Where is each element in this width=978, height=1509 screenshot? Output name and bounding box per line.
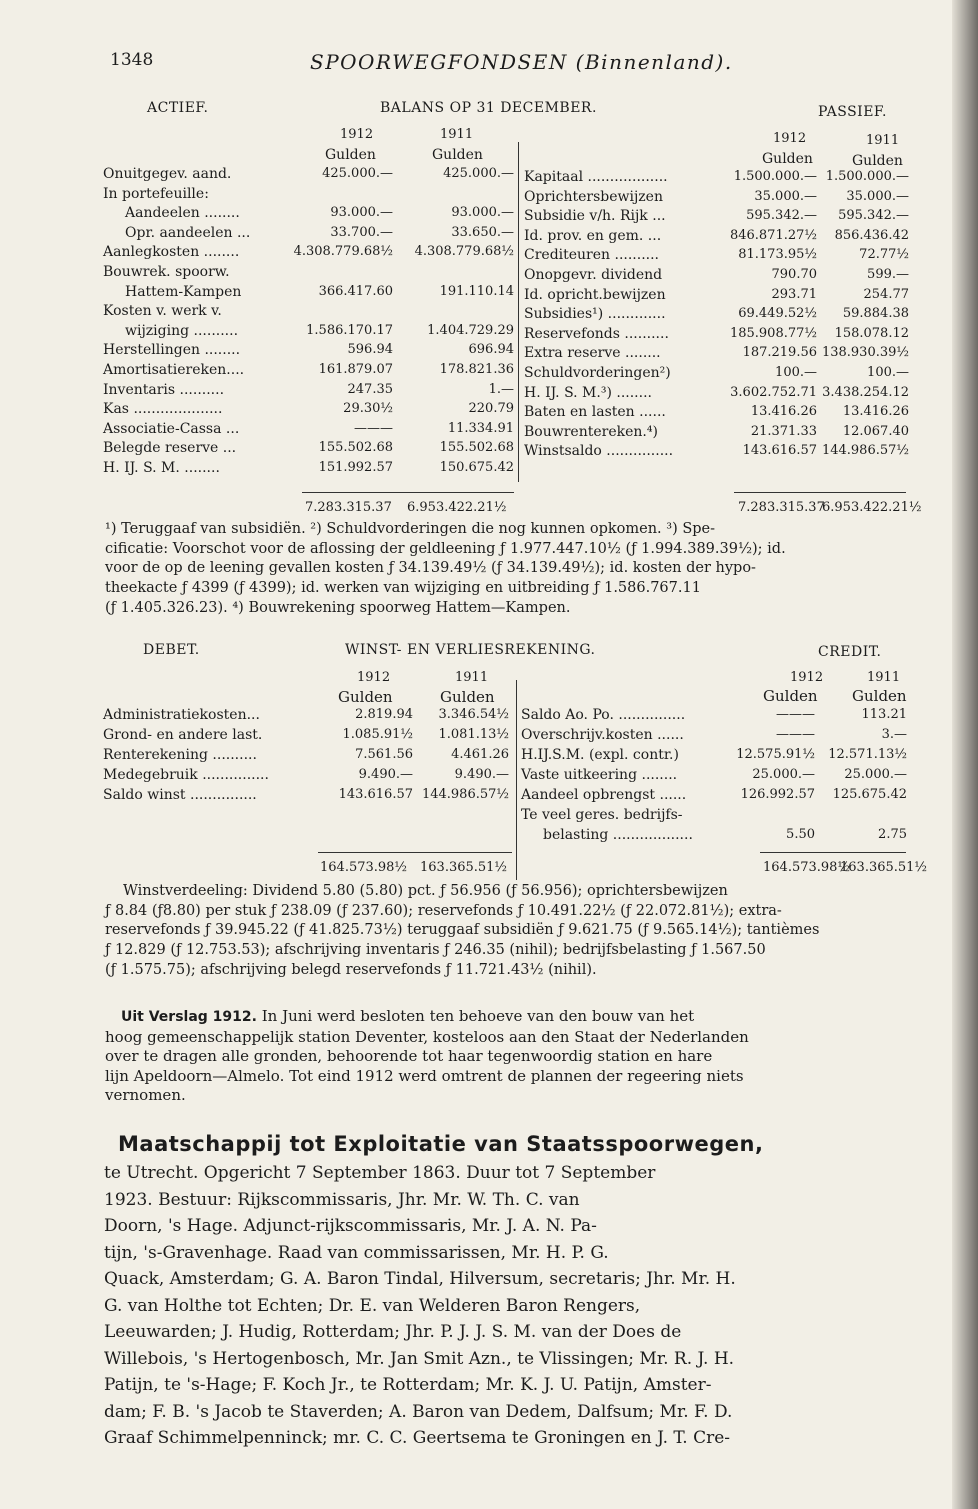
company-line: tijn, 's-Gravenhage. Raad van commissarissen, Mr. H. P. G. — [104, 1242, 609, 1263]
value-1911: 100.— — [867, 364, 909, 380]
row-label: Onopgevr. dividend — [524, 266, 663, 283]
table-row — [103, 706, 513, 726]
company-line: Doorn, 's Hage. Adjunct-rijkscommissaris, Mr. J. A. N. Pa- — [104, 1216, 597, 1236]
value-1912: ——— — [776, 727, 815, 742]
table-row — [103, 185, 518, 205]
winstverdeeling — [105, 882, 905, 981]
row-label: Aanlegkosten ........ — [103, 244, 240, 261]
row-label: Schuldvorderingen²) — [524, 364, 671, 381]
footnote-line: cificatie: Voorschot voor de aflossing der geldleening ƒ 1.977.447.10½ (ƒ 1.994.389.39½); id. — [105, 540, 786, 557]
value-1912: 2.819.94 — [355, 707, 413, 722]
value-1911: 113.21 — [861, 707, 907, 722]
company-line: Willebois, 's Hertogenbosch, Mr. Jan Smit Azn., te Vlissingen; Mr. R. J. H. — [104, 1348, 735, 1369]
company-description — [104, 1160, 904, 1452]
value-1911: 425.000.— — [443, 166, 514, 181]
value-1912: 143.616.57 — [338, 787, 413, 802]
winst-left-year-1912: 1912 — [357, 670, 391, 685]
value-1911: 178.821.36 — [439, 361, 514, 377]
value-1912: 9.490.— — [358, 767, 413, 782]
value-1911: 599.— — [867, 266, 909, 282]
row-label: H. IJ. S. M. ........ — [103, 459, 220, 476]
value-1911: 13.416.26 — [842, 404, 909, 420]
value-1912: 790.70 — [771, 266, 817, 282]
value-1912: 12.575.91½ — [736, 747, 815, 762]
row-label: Grond- en andere last. — [103, 727, 263, 743]
table-row — [103, 224, 518, 244]
footnote-line: voor de op de leening gevallen kosten ƒ 34.139.49½ (ƒ 34.139.49½); id. kosten der hypo- — [105, 560, 756, 577]
passief-total-1912: 7.283.315.37 — [738, 500, 825, 515]
value-1911: 93.000.— — [451, 205, 514, 221]
value-1911: 72.77½ — [859, 247, 909, 263]
company-line: Patijn, te 's-Hage; F. Koch Jr., te Rotterdam; Mr. K. J. U. Patijn, Amster- — [104, 1375, 712, 1395]
winst-right-year-1912: 1912 — [790, 670, 824, 685]
winstverdeeling-line: ƒ 8.84 (ƒ8.80) per stuk ƒ 238.09 (ƒ 237.60); reservefonds ƒ 10.491.22½ (ƒ 22.072.81½); extra- — [105, 902, 782, 919]
value-1911: 4.308.779.68½ — [414, 244, 514, 260]
value-1911: 3.346.54½ — [438, 707, 509, 722]
table-row — [103, 459, 518, 479]
value-1912: 187.219.56 — [742, 345, 817, 361]
value-1911: 1.— — [488, 381, 514, 397]
balans-divider — [518, 142, 519, 482]
value-1912: 1.586.170.17 — [306, 322, 393, 338]
table-row — [524, 305, 909, 325]
winst-right-year-1911: 1911 — [867, 670, 901, 685]
company-line: 1923. Bestuur: Rijkscommissaris, Jhr. Mr. W. Th. C. van — [104, 1189, 580, 1210]
row-label: Baten en lasten ...... — [524, 404, 666, 421]
value-1911: 125.675.42 — [832, 787, 907, 802]
table-row — [524, 286, 909, 306]
value-1912: 25.000.— — [752, 767, 815, 782]
table-row — [103, 341, 518, 361]
row-label: Bouwrek. spoorw. — [103, 263, 230, 280]
table-row — [103, 746, 513, 766]
value-1912: 81.173.95½ — [738, 247, 817, 263]
row-label: Reservefonds .......... — [524, 325, 669, 342]
value-1912: 425.000.— — [322, 166, 393, 181]
winst-right-unit-1912: Gulden — [763, 687, 818, 705]
row-label: Vaste uitkeering ........ — [521, 767, 678, 783]
value-1911: 11.334.91 — [447, 420, 514, 436]
value-1912: 4.308.779.68½ — [293, 244, 393, 260]
table-row — [521, 766, 907, 786]
value-1912: 1.500.000.— — [733, 169, 817, 184]
value-1911: 33.650.— — [451, 224, 514, 240]
actief-table — [103, 165, 518, 479]
table-row — [524, 227, 909, 247]
value-1911: 144.986.57½ — [821, 443, 909, 459]
value-1912: 69.449.52½ — [738, 306, 817, 322]
page-number: 1348 — [110, 50, 154, 70]
company-line: te Utrecht. Opgericht 7 September 1863. Duur tot 7 September — [104, 1163, 656, 1183]
winst-left-unit-1912: Gulden — [338, 688, 393, 706]
table-row — [524, 188, 909, 208]
value-1912: 35.000.— — [754, 188, 817, 204]
row-label: Kas .................... — [103, 401, 223, 418]
verslag-text: In Juni werd besloten ten behoeve van den bouw van het — [256, 1007, 695, 1025]
credit-total-1911: 163.365.51½ — [840, 860, 928, 875]
table-row — [103, 263, 518, 283]
value-1911: 3.438.254.12 — [822, 384, 909, 400]
table-row — [524, 325, 909, 345]
verslag-line-1 — [105, 1007, 905, 1028]
row-label: Amortisatiereken.... — [103, 361, 245, 378]
table-row — [103, 439, 518, 459]
row-label: Overschrijv.kosten ...... — [521, 727, 684, 743]
company-line: Leeuwarden; J. Hudig, Rotterdam; Jhr. P. J. J. S. M. van der Does de — [104, 1322, 682, 1342]
winst-left-unit-1911: Gulden — [440, 688, 495, 706]
debet-heading: DEBET. — [143, 642, 200, 658]
passief-table — [524, 168, 909, 462]
value-1912: ——— — [354, 420, 393, 436]
table-row — [524, 168, 909, 188]
table-row — [521, 786, 907, 806]
table-row — [524, 442, 909, 462]
row-label: Saldo winst ............... — [103, 787, 257, 803]
value-1911: 220.79 — [468, 401, 514, 417]
row-label: Associatie-Cassa ... — [103, 420, 240, 437]
value-1911: 254.77 — [863, 286, 909, 302]
balans-footnotes — [105, 520, 905, 619]
value-1911: 35.000.— — [846, 188, 909, 204]
table-row — [524, 403, 909, 423]
value-1912: 161.879.07 — [318, 361, 393, 377]
winst-left-year-1911: 1911 — [455, 670, 489, 685]
table-row — [103, 361, 518, 381]
balans-right-unit-1911: Gulden — [852, 153, 903, 169]
row-label: Kapitaal .................. — [524, 169, 668, 185]
credit-total-rule — [760, 852, 906, 853]
winstverdeeling-line: reservefonds ƒ 39.945.22 (ƒ 41.825.73½) teruggaaf subsidiën ƒ 9.621.75 (ƒ 9.565.14½); tantièmes — [105, 922, 820, 939]
balans-right-year-1911: 1911 — [866, 133, 900, 148]
value-1911: 9.490.— — [454, 767, 509, 782]
value-1911: 2.75 — [878, 827, 907, 842]
debet-total-1912: 164.573.98½ — [320, 860, 408, 875]
value-1911: 1.404.729.29 — [427, 322, 514, 338]
row-label: Extra reserve ........ — [524, 345, 661, 362]
row-label: Inventaris .......... — [103, 381, 225, 398]
table-row — [103, 283, 518, 303]
row-label: In portefeuille: — [103, 185, 209, 202]
table-row — [524, 246, 909, 266]
table-row — [103, 302, 518, 322]
company-line: G. van Holthe tot Echten; Dr. E. van Welderen Baron Rengers, — [104, 1295, 641, 1316]
page-title: SPOORWEGFONDSEN (Binnenland). — [310, 50, 733, 74]
row-label: Te veel geres. bedrijfs- — [521, 807, 683, 823]
row-label: Herstellingen ........ — [103, 342, 241, 359]
table-row — [524, 207, 909, 227]
credit-heading: CREDIT. — [818, 644, 882, 660]
company-line: dam; F. B. 's Jacob te Staverden; A. Baron van Dedem, Dalfsum; Mr. F. D. — [104, 1401, 733, 1422]
value-1911: 3.— — [881, 727, 907, 742]
footnote-line: theekacte ƒ 4399 (ƒ 4399); id. werken van wijziging en uitbreiding ƒ 1.586.767.11 — [105, 580, 701, 597]
value-1912: 13.416.26 — [750, 404, 817, 420]
value-1912: 21.371.33 — [750, 423, 817, 439]
table-row — [103, 165, 518, 185]
table-row — [103, 381, 518, 401]
balans-left-unit-1911: Gulden — [432, 147, 483, 163]
credit-table — [521, 706, 907, 846]
value-1912: 143.616.57 — [742, 443, 817, 459]
table-row — [524, 266, 909, 286]
table-row — [524, 364, 909, 384]
table-row — [103, 322, 518, 342]
actief-heading: ACTIEF. — [147, 100, 209, 116]
row-label: Winstsaldo ............... — [524, 443, 674, 460]
verslag-paragraph — [105, 1007, 905, 1106]
footnote-line: ¹) Teruggaaf van subsidiën. ²) Schuldvorderingen die nog kunnen opkomen. ³) Spe- — [105, 521, 716, 537]
row-label: Renterekening .......... — [103, 747, 257, 763]
value-1912: 93.000.— — [330, 205, 393, 221]
value-1912: 155.502.68 — [318, 440, 393, 456]
row-label: Id. prov. en gem. ... — [524, 227, 662, 244]
balans-right-year-1912: 1912 — [773, 131, 807, 146]
row-label: H.IJ.S.M. (expl. contr.) — [521, 747, 679, 763]
value-1911: 191.110.14 — [439, 283, 514, 299]
row-label: Crediteuren .......... — [524, 247, 660, 264]
table-row — [103, 243, 518, 263]
row-label: Onuitgegev. aand. — [103, 166, 232, 182]
passief-total-rule — [734, 492, 906, 493]
value-1912: 3.602.752.71 — [730, 384, 817, 400]
value-1912: 33.700.— — [330, 224, 393, 240]
passief-total-1911: 6.953.422.21½ — [822, 500, 922, 515]
value-1911: 138.930.39½ — [821, 345, 909, 361]
company-line: Quack, Amsterdam; G. A. Baron Tindal, Hilversum, secretaris; Jhr. Mr. H. — [104, 1269, 736, 1289]
value-1912: 247.35 — [347, 381, 393, 397]
debet-table — [103, 706, 513, 806]
row-label: Aandeelen ........ — [125, 205, 240, 222]
value-1911: 12.571.13½ — [828, 747, 907, 762]
table-row — [521, 746, 907, 766]
row-label: Belegde reserve ... — [103, 440, 237, 457]
table-row — [103, 726, 513, 746]
table-row — [524, 384, 909, 404]
row-label: Bouwrentereken.⁴) — [524, 423, 658, 440]
value-1912: ——— — [776, 707, 815, 722]
value-1912: 596.94 — [347, 342, 393, 358]
row-label: belasting .................. — [543, 827, 693, 843]
value-1912: 293.71 — [771, 286, 817, 302]
table-row — [103, 786, 513, 806]
value-1912: 7.561.56 — [355, 747, 413, 762]
actief-total-1911: 6.953.422.21½ — [407, 500, 507, 515]
company-line: Graaf Schimmelpenninck; mr. C. C. Geertsema te Groningen en J. T. Cre- — [104, 1428, 731, 1448]
verslag-line: lijn Apeldoorn—Almelo. Tot eind 1912 werd omtrent de plannen der regeering niets — [105, 1066, 744, 1085]
row-label: Hattem-Kampen — [125, 283, 242, 300]
value-1912: 846.871.27½ — [729, 227, 817, 243]
debet-total-rule — [318, 852, 512, 853]
winstverdeeling-line: ƒ 12.829 (ƒ 12.753.53); afschrijving inventaris ƒ 246.35 (nihil); bedrijfsbelasting ƒ 1.567.50 — [105, 942, 766, 959]
actief-total-1912: 7.283.315.37 — [305, 500, 392, 515]
row-label: Opr. aandeelen ... — [125, 224, 251, 241]
value-1911: 696.94 — [468, 342, 514, 358]
table-row — [524, 423, 909, 443]
value-1911: 856.436.42 — [834, 227, 909, 243]
value-1912: 100.— — [775, 364, 817, 380]
value-1911: 1.500.000.— — [825, 169, 909, 184]
row-label: Oprichtersbewijzen — [524, 188, 663, 205]
row-label: H. IJ. S. M.³) ........ — [524, 384, 652, 401]
credit-total-1912: 164.573.98½ — [763, 860, 851, 875]
balans-left-unit-1912: Gulden — [325, 147, 376, 163]
row-label: Medegebruik ............... — [103, 767, 269, 783]
value-1911: 144.986.57½ — [421, 787, 509, 802]
table-row — [103, 204, 518, 224]
verslag-line: hoog gemeenschappelijk station Deventer, kosteloos aan den Staat der Nederlanden — [105, 1027, 749, 1046]
value-1911: 155.502.68 — [439, 440, 514, 456]
table-row — [521, 726, 907, 746]
table-row — [103, 766, 513, 786]
page-edge-shadow — [952, 0, 978, 1509]
table-row — [103, 420, 518, 440]
company-title: Maatschappij tot Exploitatie van Staatsspoorwegen, — [118, 1132, 764, 1156]
value-1912: 1.085.91½ — [342, 727, 413, 742]
value-1911: 158.078.12 — [834, 325, 909, 341]
balans-left-year-1911: 1911 — [440, 127, 474, 142]
page-header — [110, 50, 910, 80]
actief-total-rule — [302, 492, 514, 493]
value-1911: 25.000.— — [844, 767, 907, 782]
value-1912: 126.992.57 — [740, 787, 815, 802]
value-1912: 151.992.57 — [318, 459, 393, 475]
table-row — [103, 400, 518, 420]
table-row — [524, 344, 909, 364]
winst-right-unit-1911: Gulden — [852, 687, 907, 705]
table-row — [521, 826, 907, 846]
table-row — [521, 706, 907, 726]
footnote-line: (ƒ 1.405.326.23). ⁴) Bouwrekening spoorweg Hattem—Kampen. — [105, 599, 571, 616]
row-label: Aandeel opbrengst ...... — [521, 787, 687, 803]
value-1911: 4.461.26 — [451, 747, 509, 762]
balans-right-unit-1912: Gulden — [762, 151, 813, 167]
verslag-line: over te dragen alle gronden, behoorende tot haar tegenwoordig station en hare — [105, 1047, 713, 1065]
verslag-lead: Uit Verslag 1912. — [121, 1009, 257, 1025]
winst-divider — [516, 680, 517, 880]
value-1911: 595.342.— — [838, 208, 909, 224]
row-label: Subsidie v/h. Rijk ... — [524, 208, 666, 225]
value-1911: 59.884.38 — [842, 306, 909, 322]
balans-heading: BALANS OP 31 DECEMBER. — [380, 100, 597, 116]
debet-total-1911: 163.365.51½ — [420, 860, 508, 875]
row-label: Id. opricht.bewijzen — [524, 286, 666, 303]
value-1911: 150.675.42 — [439, 459, 514, 475]
table-row — [521, 806, 907, 826]
row-label: Kosten v. werk v. — [103, 303, 222, 320]
value-1912: 185.908.77½ — [729, 325, 817, 341]
value-1912: 29.30½ — [343, 401, 393, 417]
row-label: wijziging .......... — [125, 322, 239, 339]
balans-left-year-1912: 1912 — [340, 127, 374, 142]
winstverdeeling-line: (ƒ 1.575.75); afschrijving belegd reservefonds ƒ 11.721.43½ (nihil). — [105, 961, 597, 978]
passief-heading: PASSIEF. — [818, 104, 887, 120]
row-label: Saldo Ao. Po. ............... — [521, 707, 686, 723]
winst-heading: WINST- EN VERLIESREKENING. — [345, 642, 596, 658]
winstverdeeling-line: Winstverdeeling: Dividend 5.80 (5.80) pct. ƒ 56.956 (ƒ 56.956); oprichtersbewijzen — [123, 883, 728, 899]
value-1912: 595.342.— — [746, 208, 817, 224]
row-label: Administratiekosten... — [103, 707, 260, 723]
value-1912: 5.50 — [786, 827, 815, 842]
value-1911: 12.067.40 — [842, 423, 909, 439]
value-1911: 1.081.13½ — [438, 727, 509, 742]
value-1912: 366.417.60 — [318, 283, 393, 299]
verslag-line: vernomen. — [105, 1086, 186, 1104]
row-label: Subsidies¹) ............. — [524, 306, 666, 323]
